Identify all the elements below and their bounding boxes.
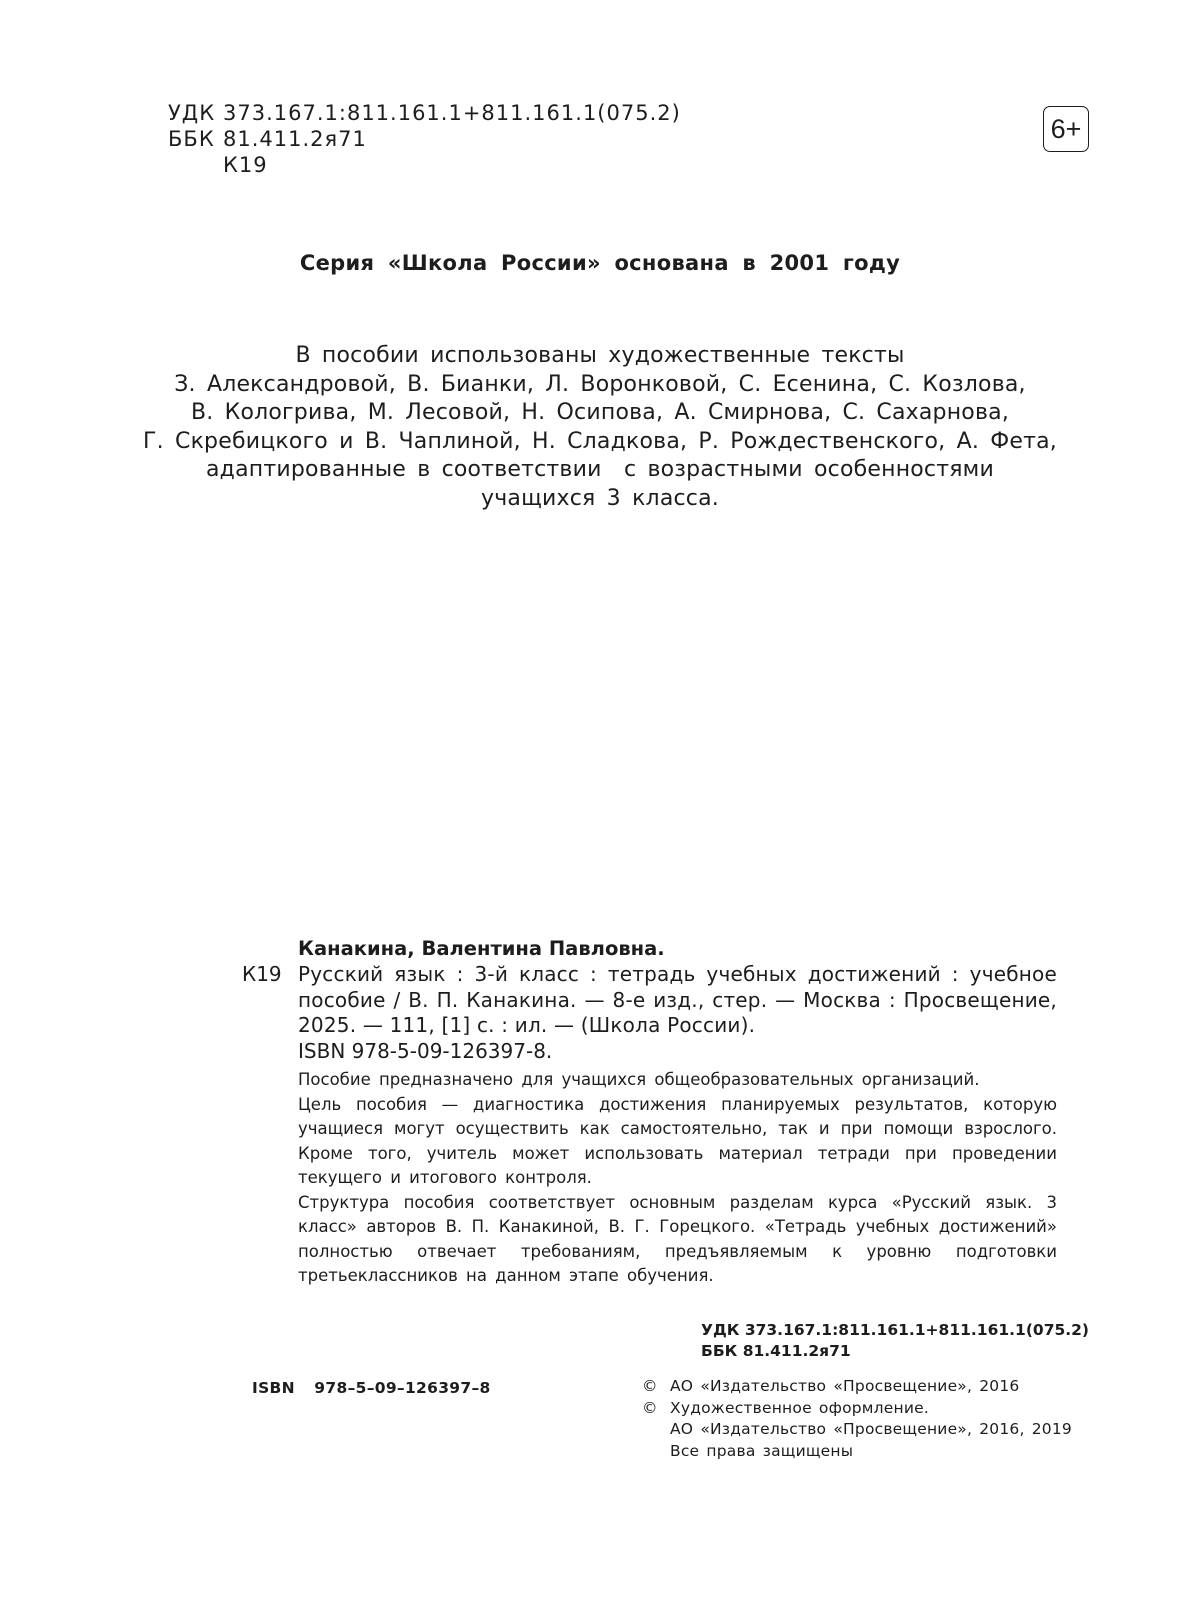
udk-value: 373.167.1:811.161.1+811.161.1(075.2)	[223, 101, 681, 125]
footer-classification	[701, 1320, 1089, 1362]
copyright-row	[642, 1398, 1072, 1420]
catalog-entry	[242, 962, 1057, 1039]
copyright-symbol: ©	[642, 1377, 658, 1395]
credits-line: адаптированные в соответствии с возрастными особенностями	[206, 457, 994, 482]
copyright-symbol: ©	[642, 1398, 658, 1417]
footer-bbk: ББК 81.411.2я71	[701, 1342, 851, 1360]
credits-line: В пособии использованы художественные тексты	[295, 343, 905, 368]
series-note: Серия «Школа России» основана в 2001 году	[299, 251, 901, 275]
annotation-paragraph: Структура пособия соответствует основным разделам курса «Русский язык. 3 класс» авторов В. П. Канакиной, В. Г. Горецкого. «Тетрадь учебных достижений» полностью отвечает требованиям, предъявляемым к уровню подготовки третьеклассников на данном этапе обучения.	[298, 1192, 1057, 1285]
entry-isbn: ISBN 978-5-09-126397-8.	[298, 1038, 553, 1063]
bbk-value: 81.411.2я71	[223, 127, 367, 151]
credits-line: В. Кологрива, М. Лесовой, Н. Осипова, А. Смирнова, С. Сахарнова,	[190, 400, 1010, 425]
entry-catalog-mark: К19	[242, 962, 282, 986]
bibliographic-record	[242, 936, 1057, 1289]
copyright-block	[642, 1376, 1072, 1462]
age-rating-badge: 6+	[1043, 106, 1089, 152]
author-heading: Канакина, Валентина Павловна.	[298, 937, 665, 960]
copyright-row	[642, 1376, 1072, 1398]
credits-line: З. Александровой, В. Бианки, Л. Воронковой, С. Есенина, С. Козлова,	[174, 371, 1026, 397]
annotation	[242, 1068, 1057, 1289]
bbk-row	[168, 126, 681, 152]
footer-isbn: ISBN 978–5–09–126397–8	[252, 1379, 491, 1397]
copyright-design: Художественное оформление.	[670, 1398, 929, 1417]
credits-line: учащихся 3 класса.	[481, 485, 719, 511]
rights-reserved: Все права защищены	[670, 1441, 854, 1460]
udk-label: УДК	[168, 101, 216, 125]
bbk-label: ББК	[168, 127, 215, 151]
credits-block	[0, 342, 1200, 513]
udk-row	[168, 100, 681, 126]
footer-udk: УДК 373.167.1:811.161.1+811.161.1(075.2)	[701, 1321, 1090, 1339]
classification-codes	[168, 100, 681, 178]
annotation-paragraph: Цель пособия — диагностика достижения планируемых результатов, которую учащиеся могут осуществить как самостоятельно, так и при помощи взрослого. Кроме того, учитель может использовать материал тетради при проведении текущего и итогового контроля.	[298, 1094, 1057, 1187]
entry-description: Русский язык : 3-й класс : тетрадь учебных достижений : учебное пособие / В. П. Канакина. — 8-е изд., стер. — Москва : Просвещение, 2025. — 111, [1] с. : ил. — (Школа России).	[298, 962, 1057, 1037]
copyright-publisher: АО «Издательство «Просвещение», 2016	[670, 1377, 1020, 1395]
copyright-design-publisher: АО «Издательство «Просвещение», 2016, 2019	[670, 1420, 1072, 1438]
catalog-mark: К19	[223, 153, 268, 177]
credits-line: Г. Скребицкого и В. Чаплиной, Н. Сладкова, Р. Рождественского, А. Фета,	[143, 428, 1057, 454]
annotation-paragraph: Пособие предназначено для учащихся общеобразовательных организаций.	[298, 1070, 980, 1089]
